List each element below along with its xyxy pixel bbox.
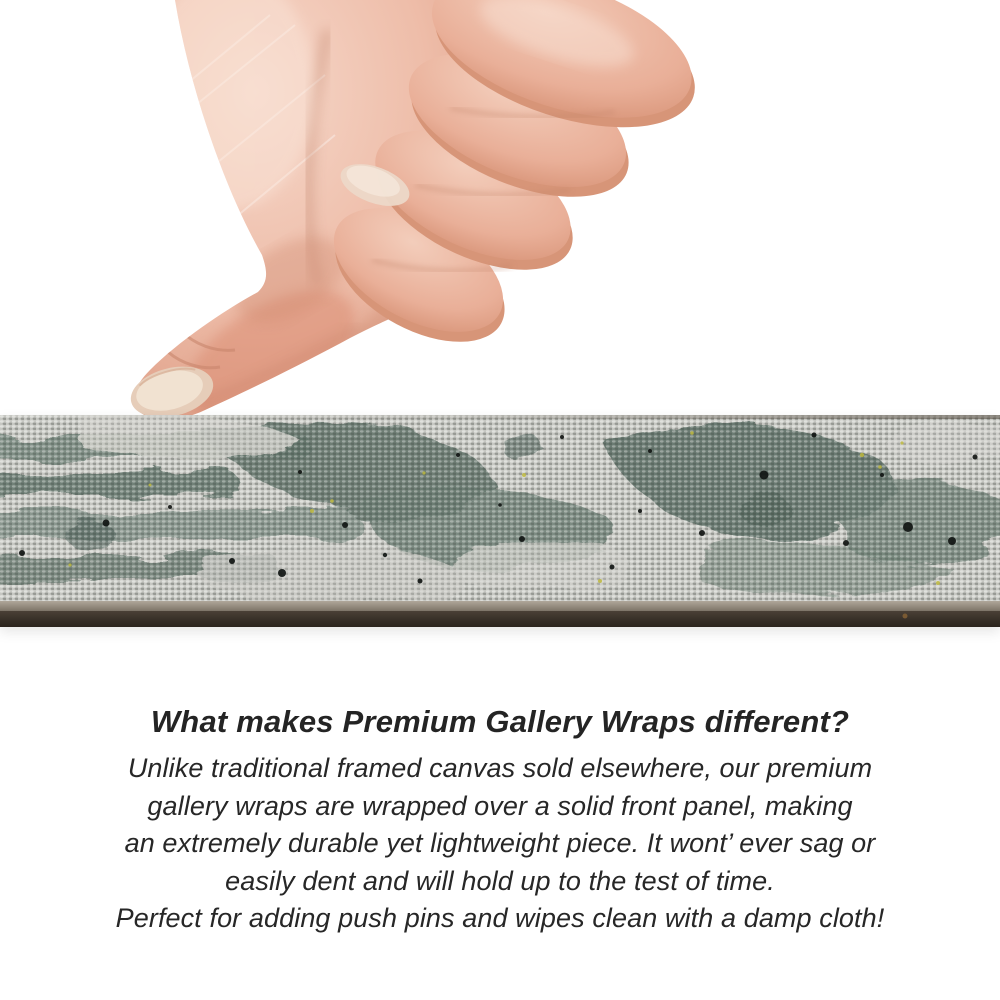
body-line: Unlike traditional framed canvas sold elsewhere, our premium [127, 752, 873, 783]
panel-dark-edge [0, 611, 1000, 627]
canvas-edge-photo [0, 415, 1000, 627]
body-line: an extremely durable yet lightweight piece. It wont’ ever sag or [124, 828, 876, 859]
hand-photo [120, 0, 705, 420]
canvas-fold-edge [0, 601, 1000, 612]
description-text-block [0, 704, 1000, 938]
canvas-weave-overlay [0, 415, 1000, 611]
strip-top-shadow [0, 415, 1000, 419]
body-line: easily dent and will hold up to the test of time. [225, 865, 775, 896]
section-heading: What makes Premium Gallery Wraps different? [150, 704, 850, 739]
body-line: gallery wraps are wrapped over a solid front panel, making [147, 790, 853, 821]
edge-speck [903, 614, 908, 619]
body-line: Perfect for adding push pins and wipes clean with a damp cloth! [115, 903, 885, 934]
